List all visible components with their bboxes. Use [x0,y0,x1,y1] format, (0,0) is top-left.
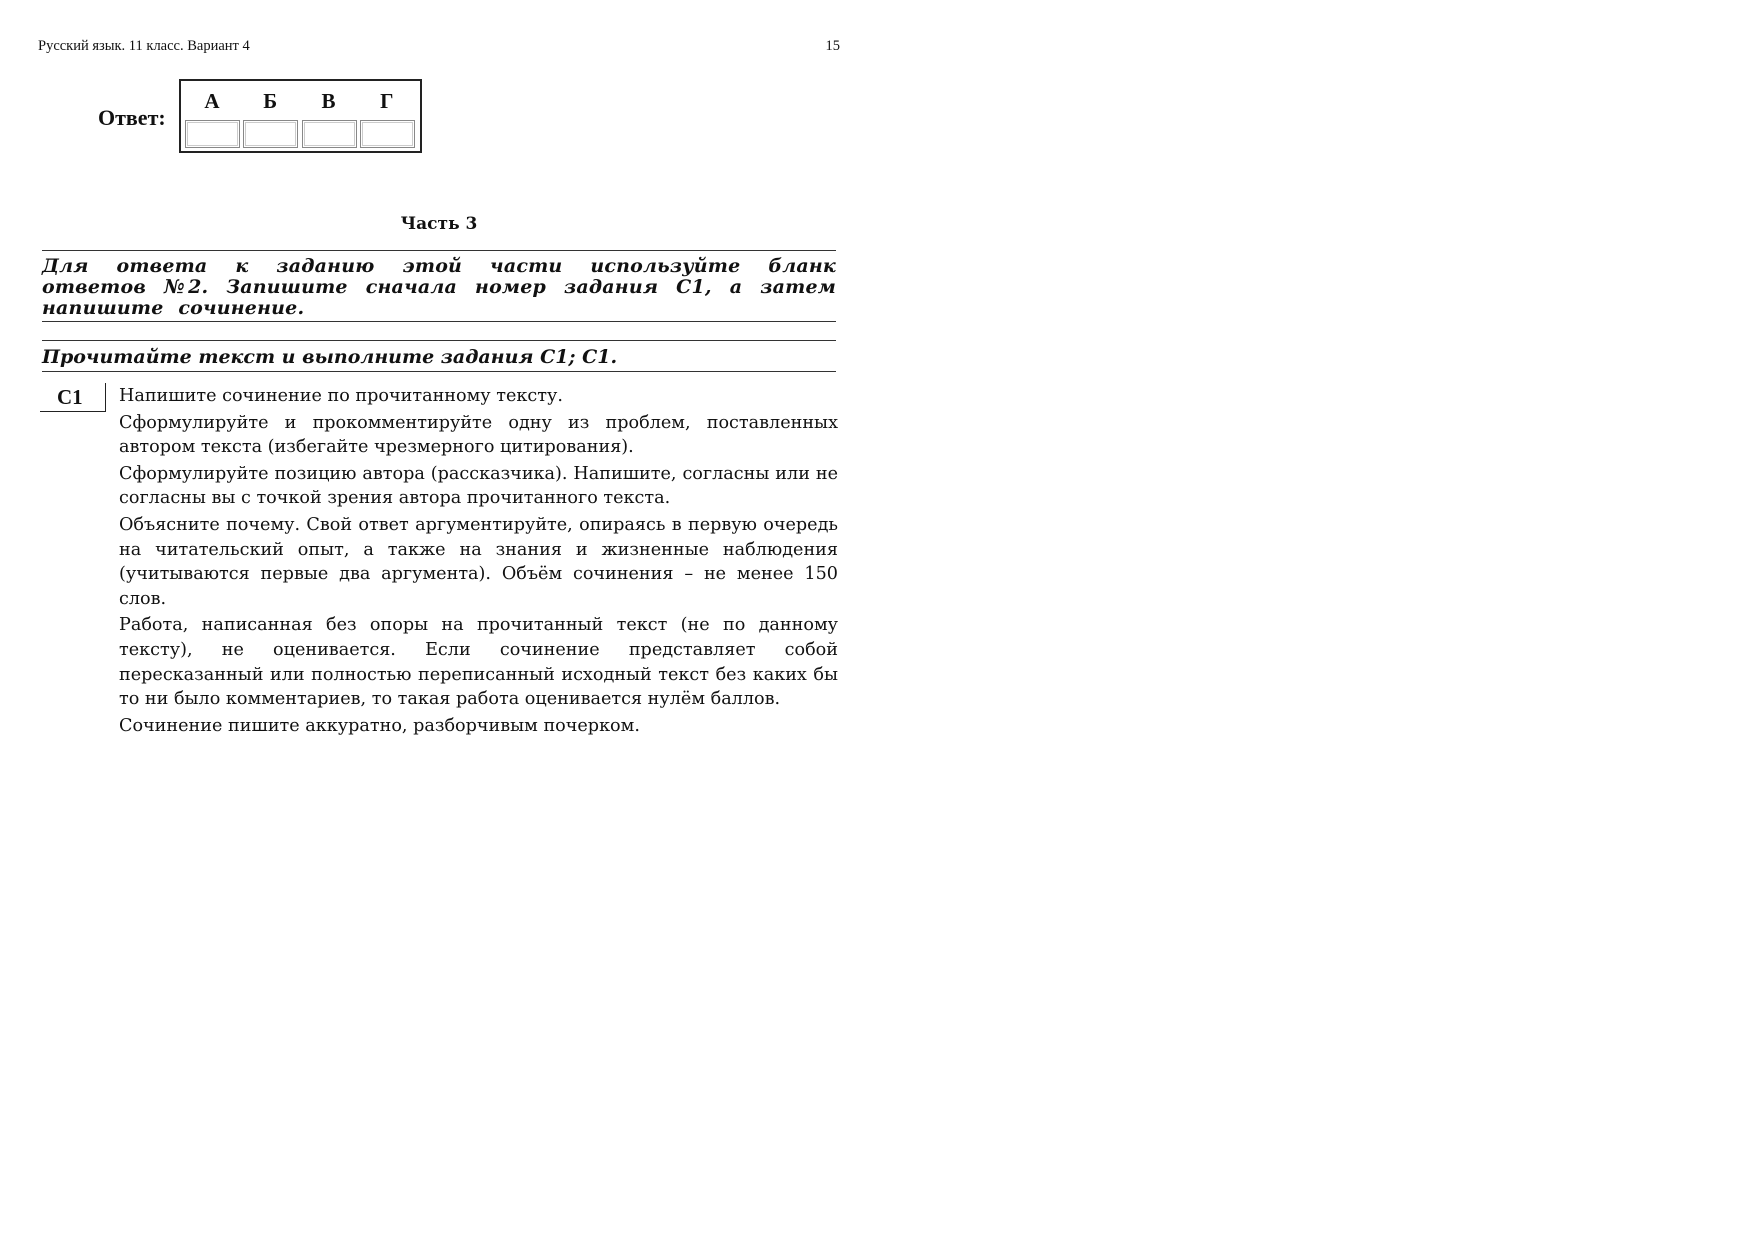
instructions: Для ответа к заданию этой части используйте бланк ответов №2. Запишите сначала номер задания С1, а затем напишите сочинение. [42,250,836,322]
answer-column-v [301,84,359,148]
answer-letter: Г [380,89,394,113]
task-paragraph: Работа, написанная без опоры на прочитанный текст (не по данному тексту), не оценивается. Если сочинение представляет собой пересказанный или полностью переписанный исходный текст без каких бы то ни было комментариев, то такая работа оценивается нулём баллов. [119,615,838,710]
task-paragraph: Сочинение пишите аккуратно, разборчивым почерком. [119,715,640,736]
answer-letter: А [204,89,220,113]
answer-cell-g[interactable] [360,120,415,148]
answer-letter: Б [263,89,278,113]
answer-letter: В [321,89,336,113]
task-body [119,384,838,738]
answer-cell-a[interactable] [185,120,240,148]
answer-column-g [359,84,417,148]
task-paragraph: Объясните почему. Свой ответ аргументируйте, опираясь в первую очередь на читательский опыт, а также на знания и жизненные наблюдения (учитываются первые два аргумента). Объём сочинения – не менее 150 слов. [119,514,838,609]
answer-label: Ответ: [98,105,166,130]
page-number: 15 [825,38,840,54]
task-paragraph: Сформулируйте и прокомментируйте одну из проблем, поставленных автором текста (избегайте чрезмерного цитирования). [119,412,838,458]
task-id: С1 [40,383,106,412]
answer-table [179,79,422,153]
answer-cell-b[interactable] [243,120,298,148]
answer-column-a [184,84,242,148]
task-paragraph: Напишите сочинение по прочитанному тексту. [119,386,563,406]
answer-column-b [242,84,300,148]
running-header [38,38,840,58]
answer-cell-v[interactable] [302,120,357,148]
read-text-instruction: Прочитайте текст и выполните задания С1; С1. [42,340,836,372]
part-title: Часть 3 [400,214,478,234]
header-title: Русский язык. 11 класс. Вариант 4 [38,38,250,54]
task-paragraph: Сформулируйте позицию автора (рассказчика). Напишите, согласны или не согласны вы с точкой зрения автора прочитанного текста. [119,463,838,509]
